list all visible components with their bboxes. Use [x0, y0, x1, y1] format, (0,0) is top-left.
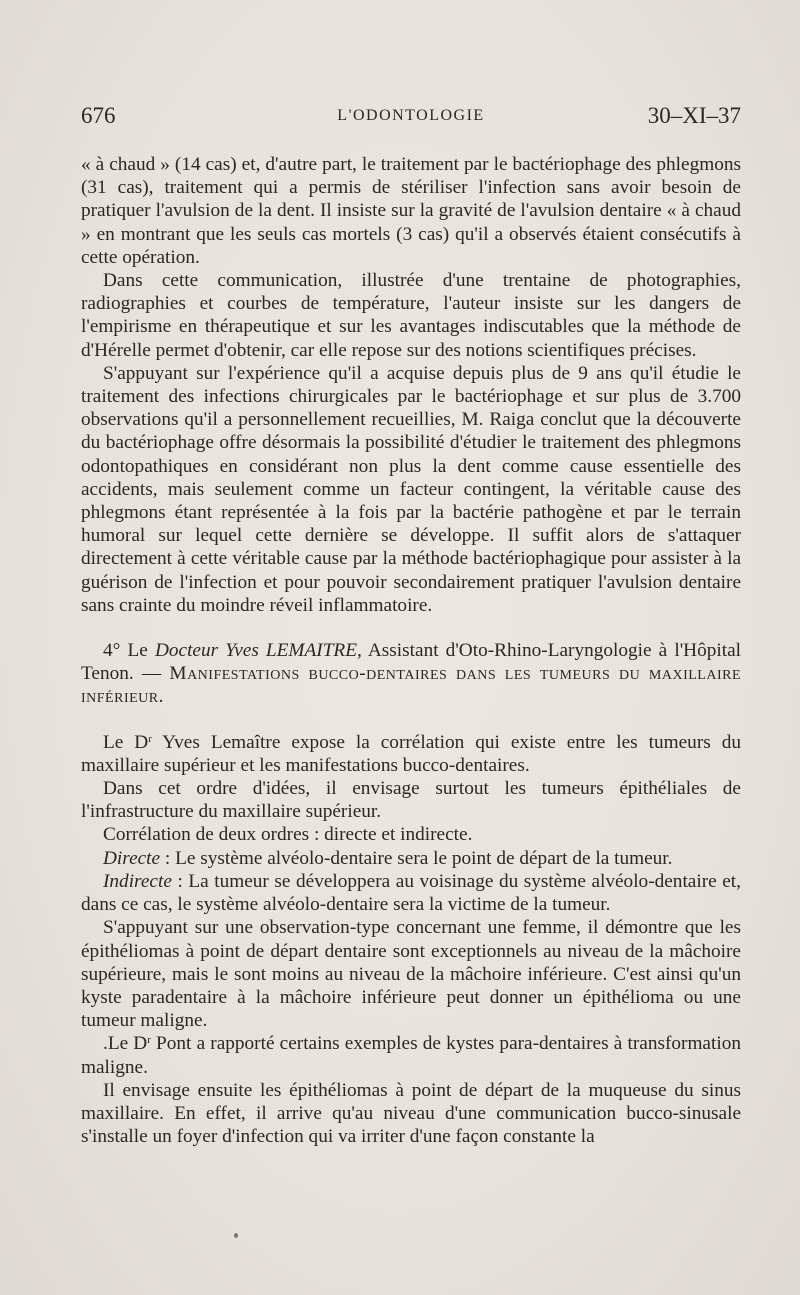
paragraph-5: Le $D^r$ Yves Lemaître expose la corrélation qui existe entre les tumeurs du maxillaire supérieur et les manifestations bucco-dentaires.: [81, 731, 741, 776]
section-gap: [81, 709, 741, 731]
author-name: Docteur Yves LEMAITRE,: [154, 640, 362, 662]
paragraph-1: « à chaud » (14 cas) et, d'autre part, le traitement par le bactériophage des phlegmons (31 cas), traitement qui a permis de stériliser l'infection sans avoir besoin de pratiquer l'avulsion de la dent. Il insiste sur la gravité de l'avulsion dentaire « à chaud » en montrant que les seuls cas mortels (3 cas) qu'il a observés étaient consécutifs à cette opération.: [81, 154, 741, 268]
issue-date: 30–XI–37: [647, 103, 741, 128]
paragraph-2: Dans cette communication, illustrée d'une trentaine de photographies, radiographies et courbes de température, l'auteur insiste sur les dangers de l'empirisme en thérapeutique et sur les avantages indiscutables que la méthode de d'Hérelle permet d'obtenir, car elle repose sur des notions scientifiques précises.: [81, 270, 741, 361]
paragraph-8: Directe : Le système alvéolo-dentaire sera le point de départ de la tumeur.: [103, 847, 673, 869]
page-number: 676: [81, 103, 116, 128]
section-number: 4°: [103, 640, 121, 662]
paragraph-7: Corrélation de deux ordres : directe et indirecte.: [103, 824, 473, 846]
paragraph-9: Indirecte : La tumeur se développera au voisinage du système alvéolo-dentaire et, dans ce cas, le système alvéolo-dentaire sera la victime de la tumeur.: [81, 870, 741, 916]
running-header: [81, 103, 741, 133]
paragraph-6: Dans cet ordre d'idées, il envisage surtout les tumeurs épithéliales de l'infrastructure du maxillaire supérieur.: [81, 778, 741, 823]
paragraph-11: .Le $D^r$ Pont a rapporté certains exemples de kystes para-dentaires à transformation maligne.: [81, 1033, 741, 1078]
author-role: Assistant d'Oto-Rhino-Laryngologie à l'Hôpital Tenon. —: [81, 640, 742, 685]
paragraph-3: S'appuyant sur l'expérience qu'il a acquise depuis plus de 9 ans qu'il étudie le traitement des infections chirurgicales par le bactériophage et sur plus de 3.700 observations qu'il a personnellement recueillies, M. Raiga conclut que la découverte du bactériophage offre désormais la possibilité d'étudier le traitement des phlegmons odontopathiques en considérant non plus la dent comme cause essentielle des accidents, mais seulement comme un facteur contingent, la véritable cause des phlegmons étant représentée à la fois par la bactérie pathogène et par le terrain humoral sur lequel cette dernière se développe. Il suffit alors de s'attaquer directement à cette véritable cause par la méthode bactériophagique pour assister à la guérison de l'infection et pour pouvoir secondairement pratiquer l'avulsion dentaire sans crainte du moindre réveil inflammatoire.: [81, 362, 741, 616]
journal-title: L'ODONTOLOGIE: [337, 107, 485, 124]
article-body: [81, 153, 741, 1148]
section-le: Le: [127, 640, 148, 662]
communication-title: Manifestations bucco-dentaires dans les tumeurs du maxillaire inférieur.: [81, 663, 741, 708]
ink-speck: [234, 1233, 238, 1238]
section-gap: [81, 617, 741, 639]
paragraph-12: Il envisage ensuite les épithéliomas à point de départ de la muqueuse du sinus maxillaire. En effet, il arrive qu'au niveau d'une communication bucco-sinusale s'installe un foyer d'infection qui va irriter d'une façon constante la: [81, 1079, 741, 1148]
paragraph-10: S'appuyant sur une observation-type concernant une femme, il démontre que les épithéliomas à point de départ dentaire sont exceptionnels au niveau de la mâchoire supérieure, mais le sont moins au niveau de la mâchoire inférieure. C'est ainsi qu'un kyste paradentaire à la mâchoire inférieure peut donner un épithélioma ou une tumeur maligne.: [81, 917, 741, 1032]
section-heading-paragraph: [81, 639, 741, 709]
